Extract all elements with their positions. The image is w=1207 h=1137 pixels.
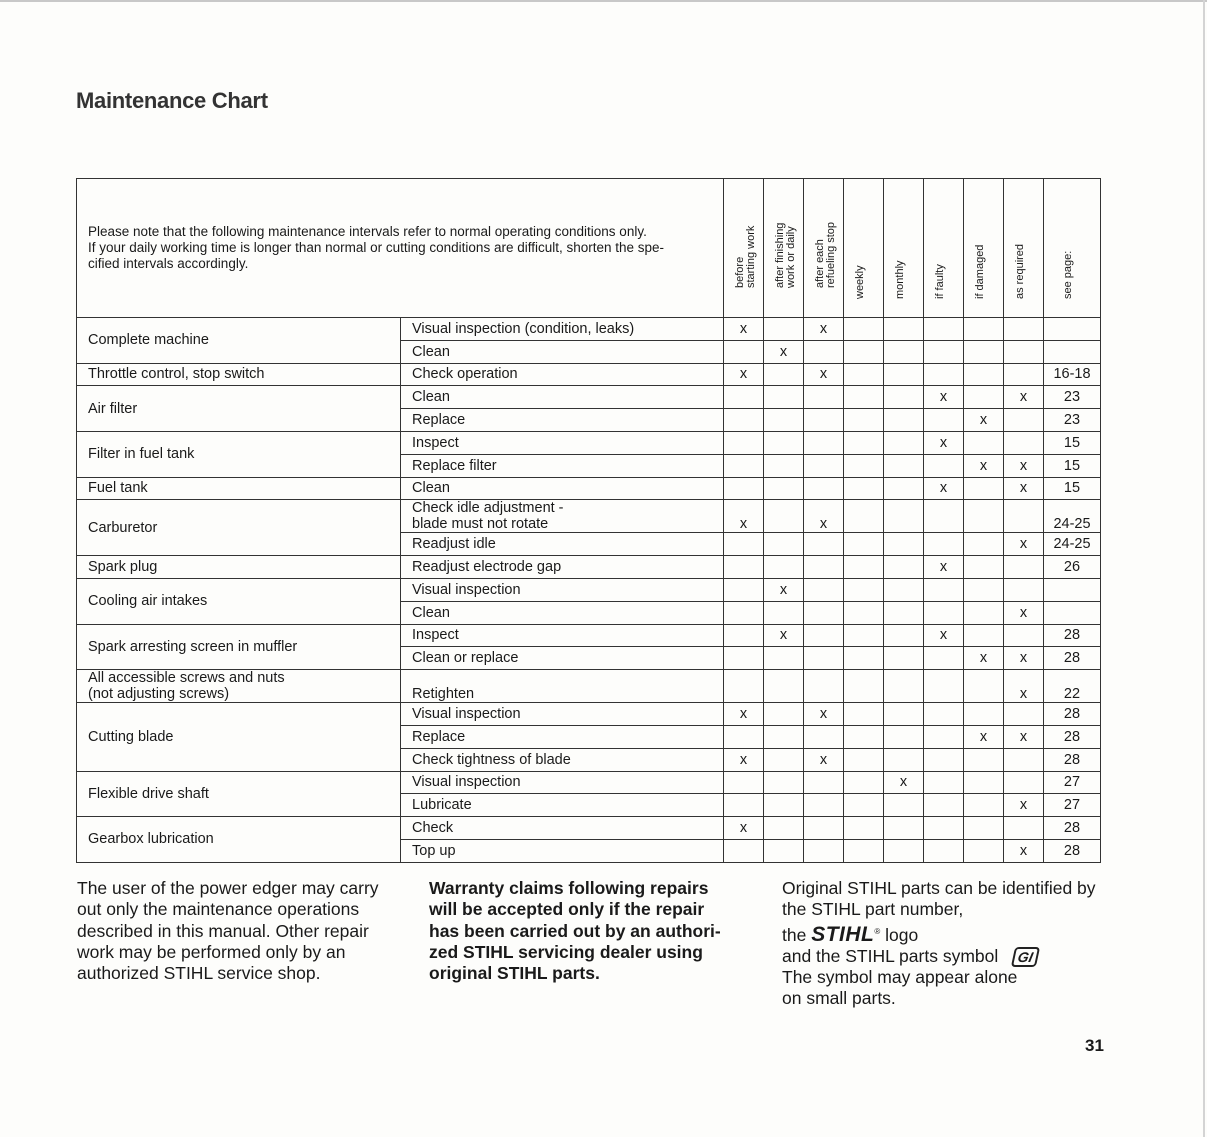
interval-mark: [844, 725, 884, 748]
page-ref: [1044, 578, 1101, 601]
warranty-note: Warranty claims following repairs will be accepted only if the repair has been carried out by an authori- zed STIHL servicing dealer using original STIHL parts.: [429, 878, 721, 984]
interval-mark: [924, 340, 964, 363]
col-before-starting: before starting work: [724, 179, 764, 318]
interval-mark: [844, 839, 884, 862]
col-after-refueling: after each refueling stop: [804, 179, 844, 318]
interval-mark: [764, 318, 804, 341]
table-row: [77, 318, 1101, 341]
interval-mark: [844, 794, 884, 817]
col-monthly: monthly: [884, 179, 924, 318]
interval-mark: [844, 748, 884, 771]
interval-mark: [1004, 431, 1044, 454]
page-ref: [1044, 601, 1101, 624]
interval-mark: [844, 409, 884, 432]
interval-mark: [884, 340, 924, 363]
interval-mark: x: [724, 500, 764, 533]
interval-mark: [884, 601, 924, 624]
interval-mark: [804, 477, 844, 500]
user-note: The user of the power edger may carry out only the maintenance operations described in this manual. Other repair work may be performed only by an authorized STIHL service shop.: [77, 878, 379, 984]
interval-mark: [804, 817, 844, 840]
interval-mark: [724, 431, 764, 454]
parts-note: Original STIHL parts can be identified by the STIHL part number, the STIHL® logo and the STIHL parts symbol GI The symbol may appear alone on small parts.: [782, 878, 1096, 1009]
component-cell: Flexible drive shaft: [77, 771, 401, 817]
interval-mark: [844, 533, 884, 556]
stihl-logo: STIHL: [811, 922, 875, 946]
interval-mark: [724, 670, 764, 703]
interval-mark: [964, 703, 1004, 726]
interval-mark: [884, 794, 924, 817]
interval-mark: [764, 363, 804, 386]
page-ref: [1044, 340, 1101, 363]
interval-mark: [924, 670, 964, 703]
interval-mark: [964, 748, 1004, 771]
interval-mark: [724, 794, 764, 817]
interval-mark: [804, 601, 844, 624]
parts-symbol-icon: GI: [1011, 947, 1040, 967]
interval-mark: [884, 839, 924, 862]
interval-mark: [844, 817, 884, 840]
interval-mark: [1004, 624, 1044, 647]
interval-mark: [884, 556, 924, 579]
page-ref: 15: [1044, 454, 1101, 477]
interval-mark: x: [724, 703, 764, 726]
interval-mark: [724, 409, 764, 432]
page-ref: 26: [1044, 556, 1101, 579]
interval-mark: [924, 578, 964, 601]
interval-mark: [964, 340, 1004, 363]
interval-mark: [884, 431, 924, 454]
component-cell: Filter in fuel tank: [77, 431, 401, 477]
interval-mark: [844, 431, 884, 454]
interval-mark: [844, 477, 884, 500]
interval-mark: [804, 454, 844, 477]
interval-mark: [964, 500, 1004, 533]
page-ref: 27: [1044, 771, 1101, 794]
interval-mark: [884, 318, 924, 341]
interval-mark: [804, 771, 844, 794]
col-after-finishing: after finishing work or daily: [764, 179, 804, 318]
interval-mark: [964, 477, 1004, 500]
interval-mark: [884, 578, 924, 601]
interval-mark: x: [924, 477, 964, 500]
interval-mark: [764, 725, 804, 748]
header-row: [77, 179, 1101, 318]
interval-mark: [764, 647, 804, 670]
page-number: 31: [1085, 1036, 1104, 1055]
task-cell: Clean: [401, 601, 724, 624]
interval-mark: [1004, 578, 1044, 601]
interval-mark: [804, 533, 844, 556]
interval-mark: [804, 794, 844, 817]
task-cell: Lubricate: [401, 794, 724, 817]
interval-mark: [724, 386, 764, 409]
interval-mark: [724, 578, 764, 601]
interval-mark: [924, 454, 964, 477]
page-ref: 28: [1044, 817, 1101, 840]
interval-mark: [1004, 703, 1044, 726]
interval-mark: [964, 363, 1004, 386]
page-ref: 15: [1044, 431, 1101, 454]
interval-mark: [764, 454, 804, 477]
interval-mark: x: [1004, 477, 1044, 500]
page-ref: [1044, 318, 1101, 341]
interval-mark: [764, 817, 804, 840]
interval-mark: x: [1004, 670, 1044, 703]
interval-mark: [1004, 340, 1044, 363]
interval-mark: x: [964, 647, 1004, 670]
interval-mark: [1004, 363, 1044, 386]
interval-mark: [844, 318, 884, 341]
page-ref: 23: [1044, 386, 1101, 409]
component-cell: Air filter: [77, 386, 401, 432]
interval-mark: [764, 533, 804, 556]
interval-mark: [844, 363, 884, 386]
interval-mark: [884, 748, 924, 771]
component-cell: All accessible screws and nuts (not adjusting screws): [77, 670, 401, 703]
table-row: [77, 363, 1101, 386]
component-cell: Spark plug: [77, 556, 401, 579]
interval-mark: [804, 578, 844, 601]
task-cell: Clean: [401, 386, 724, 409]
page-ref: 24-25: [1044, 500, 1101, 533]
interval-mark: x: [764, 578, 804, 601]
interval-mark: [804, 431, 844, 454]
intervals-note: Please note that the following maintenance intervals refer to normal operating conditions only. If your daily working time is longer than normal or cutting conditions are difficult, shorten the spe- cified intervals accordingly.: [77, 179, 724, 318]
interval-mark: x: [804, 748, 844, 771]
table-row: [77, 386, 1101, 409]
interval-mark: x: [764, 624, 804, 647]
interval-mark: [724, 624, 764, 647]
component-cell: Spark arresting screen in muffler: [77, 624, 401, 670]
interval-mark: x: [1004, 839, 1044, 862]
interval-mark: x: [924, 624, 964, 647]
interval-mark: x: [724, 748, 764, 771]
interval-mark: [1004, 771, 1044, 794]
interval-mark: x: [724, 363, 764, 386]
page-ref: 28: [1044, 839, 1101, 862]
interval-mark: [764, 771, 804, 794]
interval-mark: x: [1004, 794, 1044, 817]
interval-mark: x: [1004, 533, 1044, 556]
component-cell: Cutting blade: [77, 703, 401, 771]
interval-mark: [844, 578, 884, 601]
task-cell: Clean: [401, 340, 724, 363]
interval-mark: [724, 771, 764, 794]
interval-mark: [804, 839, 844, 862]
interval-mark: [884, 454, 924, 477]
interval-mark: [724, 725, 764, 748]
table-body: [77, 318, 1101, 863]
page-ref: 28: [1044, 703, 1101, 726]
col-as-required: as required: [1004, 179, 1044, 318]
task-cell: Inspect: [401, 431, 724, 454]
interval-mark: [884, 817, 924, 840]
interval-mark: [924, 500, 964, 533]
interval-mark: [964, 318, 1004, 341]
interval-mark: x: [804, 318, 844, 341]
page-ref: 15: [1044, 477, 1101, 500]
page-edge: [1203, 0, 1205, 1137]
interval-mark: x: [764, 340, 804, 363]
interval-mark: [964, 817, 1004, 840]
interval-mark: [964, 386, 1004, 409]
interval-mark: [924, 817, 964, 840]
interval-mark: [924, 533, 964, 556]
task-cell: Replace: [401, 725, 724, 748]
table-row: [77, 703, 1101, 726]
interval-mark: x: [964, 454, 1004, 477]
interval-mark: [924, 647, 964, 670]
interval-mark: [764, 703, 804, 726]
interval-mark: [804, 725, 844, 748]
interval-mark: [844, 454, 884, 477]
interval-mark: [964, 556, 1004, 579]
page-ref: 24-25: [1044, 533, 1101, 556]
task-cell: Retighten: [401, 670, 724, 703]
interval-mark: [1004, 409, 1044, 432]
interval-mark: x: [804, 500, 844, 533]
task-cell: Visual inspection (condition, leaks): [401, 318, 724, 341]
component-cell: Cooling air intakes: [77, 578, 401, 624]
interval-mark: [764, 500, 804, 533]
interval-mark: x: [964, 725, 1004, 748]
interval-mark: [884, 725, 924, 748]
interval-mark: [804, 409, 844, 432]
interval-mark: [924, 839, 964, 862]
interval-mark: [804, 624, 844, 647]
interval-mark: [884, 386, 924, 409]
interval-mark: [764, 794, 804, 817]
page-ref: 23: [1044, 409, 1101, 432]
interval-mark: [924, 363, 964, 386]
task-cell: Readjust idle: [401, 533, 724, 556]
table-row: [77, 817, 1101, 840]
interval-mark: [804, 340, 844, 363]
interval-mark: [884, 533, 924, 556]
interval-mark: x: [1004, 725, 1044, 748]
interval-mark: [764, 748, 804, 771]
interval-mark: x: [1004, 386, 1044, 409]
interval-mark: [1004, 817, 1044, 840]
interval-mark: [844, 500, 884, 533]
interval-mark: [1004, 500, 1044, 533]
interval-mark: [924, 318, 964, 341]
component-cell: Carburetor: [77, 500, 401, 556]
interval-mark: [924, 703, 964, 726]
task-cell: Readjust electrode gap: [401, 556, 724, 579]
col-if-damaged: if damaged: [964, 179, 1004, 318]
task-cell: Visual inspection: [401, 703, 724, 726]
interval-mark: [924, 748, 964, 771]
interval-mark: [964, 533, 1004, 556]
col-if-faulty: if faulty: [924, 179, 964, 318]
interval-mark: [844, 386, 884, 409]
interval-mark: [844, 771, 884, 794]
interval-mark: [964, 624, 1004, 647]
interval-mark: [804, 556, 844, 579]
interval-mark: [924, 725, 964, 748]
interval-mark: x: [1004, 647, 1044, 670]
table-row: [77, 624, 1101, 647]
task-cell: Clean: [401, 477, 724, 500]
interval-mark: [964, 431, 1004, 454]
interval-mark: [844, 340, 884, 363]
interval-mark: [724, 340, 764, 363]
interval-mark: [884, 363, 924, 386]
task-cell: Check tightness of blade: [401, 748, 724, 771]
interval-mark: [844, 601, 884, 624]
interval-mark: [964, 771, 1004, 794]
page-ref: 28: [1044, 725, 1101, 748]
interval-mark: [924, 601, 964, 624]
col-weekly: weekly: [844, 179, 884, 318]
interval-mark: x: [724, 318, 764, 341]
top-rule: [0, 0, 1207, 2]
component-cell: Gearbox lubrication: [77, 817, 401, 863]
page-ref: 27: [1044, 794, 1101, 817]
interval-mark: [1004, 556, 1044, 579]
col-see-page: see page:: [1044, 179, 1101, 318]
component-cell: Throttle control, stop switch: [77, 363, 401, 386]
interval-mark: [884, 500, 924, 533]
interval-mark: [724, 839, 764, 862]
interval-mark: x: [724, 817, 764, 840]
interval-mark: [844, 624, 884, 647]
interval-mark: [844, 703, 884, 726]
interval-mark: [884, 670, 924, 703]
interval-mark: [724, 647, 764, 670]
maintenance-table: [76, 178, 1101, 863]
table-row: [77, 670, 1101, 703]
interval-mark: [1004, 748, 1044, 771]
table-row: [77, 556, 1101, 579]
interval-mark: [764, 409, 804, 432]
task-cell: Top up: [401, 839, 724, 862]
table-row: [77, 500, 1101, 533]
interval-mark: [764, 601, 804, 624]
interval-mark: [884, 409, 924, 432]
interval-mark: x: [924, 431, 964, 454]
interval-mark: [924, 771, 964, 794]
interval-mark: x: [1004, 601, 1044, 624]
table-row: [77, 578, 1101, 601]
task-cell: Replace filter: [401, 454, 724, 477]
interval-mark: [844, 647, 884, 670]
page-ref: 16-18: [1044, 363, 1101, 386]
page-ref: 28: [1044, 748, 1101, 771]
table-row: [77, 771, 1101, 794]
interval-mark: x: [1004, 454, 1044, 477]
component-cell: Complete machine: [77, 318, 401, 364]
task-cell: Replace: [401, 409, 724, 432]
task-cell: Clean or replace: [401, 647, 724, 670]
interval-mark: [724, 556, 764, 579]
interval-mark: x: [804, 703, 844, 726]
interval-mark: x: [804, 363, 844, 386]
interval-mark: [724, 477, 764, 500]
table-row: [77, 431, 1101, 454]
interval-mark: [884, 477, 924, 500]
interval-mark: [804, 670, 844, 703]
interval-mark: [884, 624, 924, 647]
interval-mark: [1004, 318, 1044, 341]
interval-mark: x: [924, 556, 964, 579]
interval-mark: [964, 578, 1004, 601]
interval-mark: [964, 601, 1004, 624]
interval-mark: [724, 601, 764, 624]
interval-mark: [844, 670, 884, 703]
interval-mark: [884, 647, 924, 670]
interval-mark: [924, 409, 964, 432]
interval-mark: [764, 556, 804, 579]
task-cell: Check idle adjustment - blade must not rotate: [401, 500, 724, 533]
table-row: [77, 477, 1101, 500]
interval-mark: [844, 556, 884, 579]
interval-mark: [724, 454, 764, 477]
interval-mark: [764, 670, 804, 703]
task-cell: Check operation: [401, 363, 724, 386]
interval-mark: [804, 647, 844, 670]
interval-mark: [764, 839, 804, 862]
interval-mark: x: [924, 386, 964, 409]
interval-mark: [804, 386, 844, 409]
interval-mark: x: [964, 409, 1004, 432]
page-ref: 28: [1044, 624, 1101, 647]
task-cell: Visual inspection: [401, 578, 724, 601]
interval-mark: [884, 703, 924, 726]
interval-mark: [764, 431, 804, 454]
page-title: Maintenance Chart: [76, 88, 268, 113]
interval-mark: [964, 794, 1004, 817]
task-cell: Check: [401, 817, 724, 840]
page-ref: 28: [1044, 647, 1101, 670]
interval-mark: [764, 386, 804, 409]
task-cell: Visual inspection: [401, 771, 724, 794]
interval-mark: [724, 533, 764, 556]
interval-mark: x: [884, 771, 924, 794]
interval-mark: [764, 477, 804, 500]
page-ref: 22: [1044, 670, 1101, 703]
interval-mark: [924, 794, 964, 817]
interval-mark: [964, 670, 1004, 703]
component-cell: Fuel tank: [77, 477, 401, 500]
interval-mark: [964, 839, 1004, 862]
task-cell: Inspect: [401, 624, 724, 647]
